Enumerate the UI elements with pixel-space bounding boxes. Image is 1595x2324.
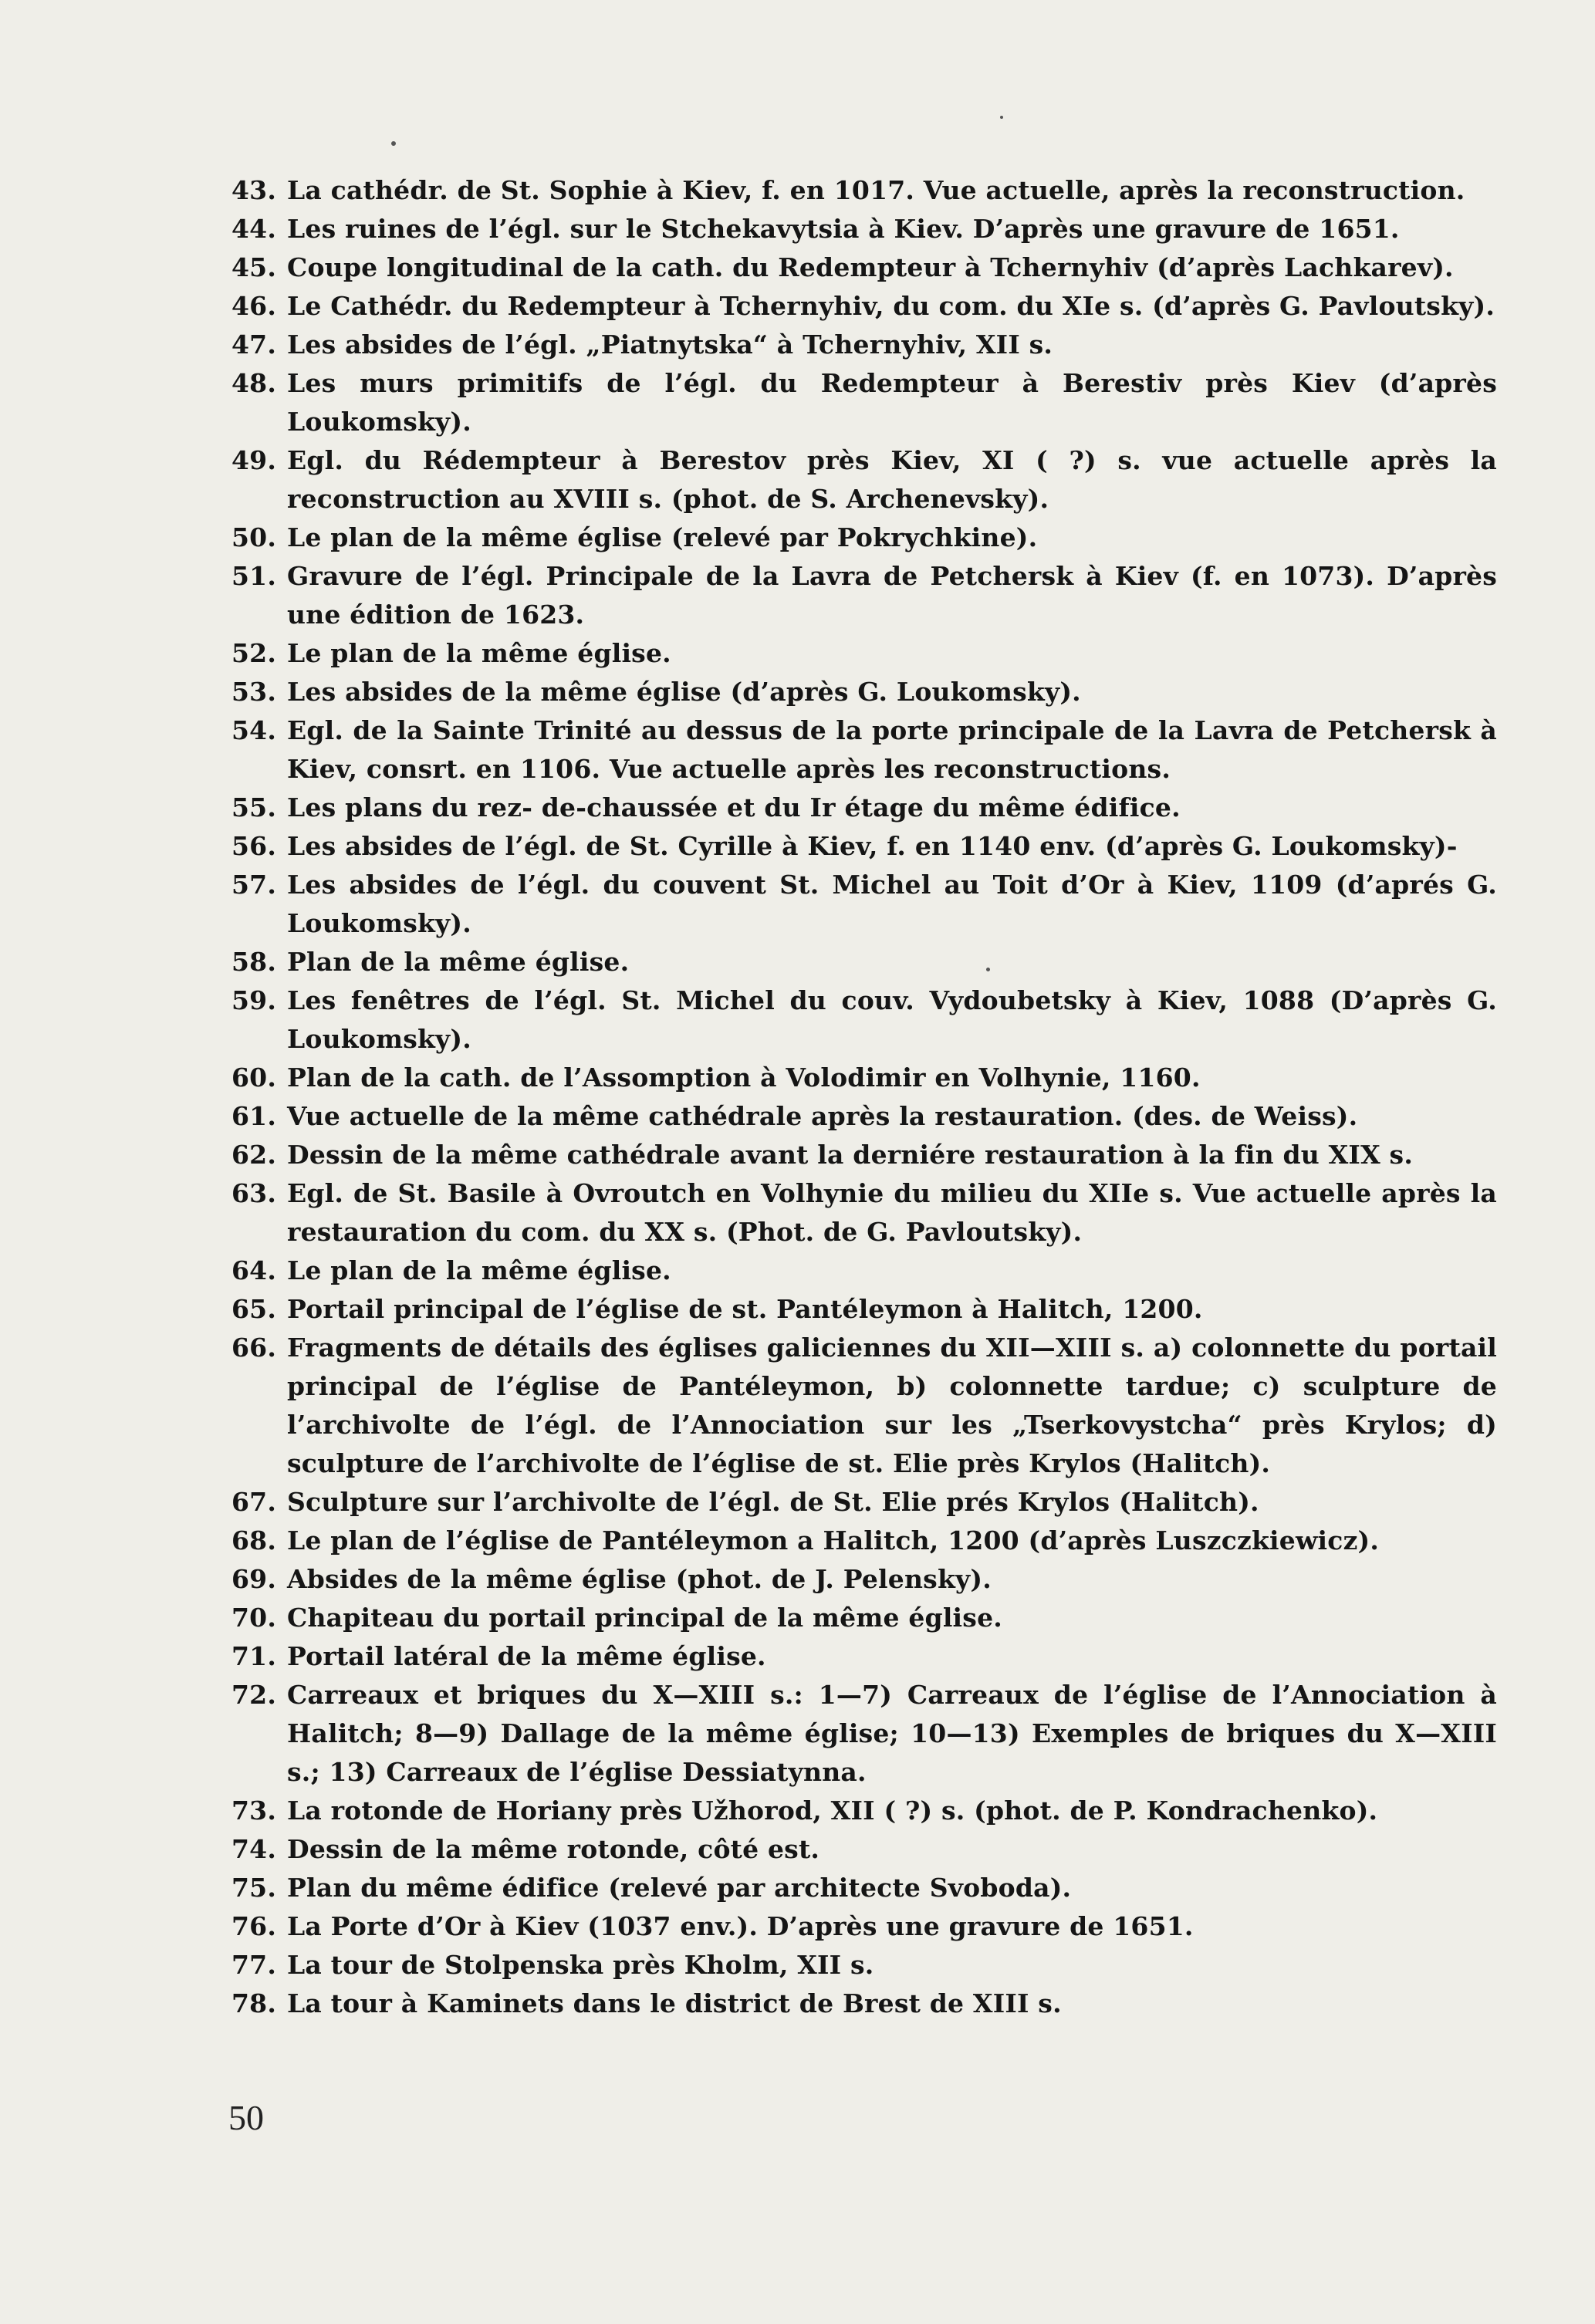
caption-text: Les fenêtres de l’égl. St. Michel du couv. Vydoubetsky à Kiev, 1088 (D’après G. Loukomsky). xyxy=(287,985,1497,1054)
caption-number: 78. xyxy=(231,1988,277,2018)
caption-text: Egl. de St. Basile à Ovroutch en Volhynie du milieu du XIIe s. Vue actuelle après la restauration du com. du XX s. (Phot. de G. Pavloutsky). xyxy=(287,1178,1497,1247)
caption-item xyxy=(231,827,1497,866)
caption-item xyxy=(231,1097,1497,1136)
caption-number: 71. xyxy=(231,1641,277,1671)
caption-item xyxy=(231,943,1497,981)
caption-number: 57. xyxy=(231,870,277,900)
caption-number: 58. xyxy=(231,947,277,977)
caption-item xyxy=(231,171,1497,210)
print-speck xyxy=(391,141,396,146)
caption-text: Portail principal de l’église de st. Pantéleymon à Halitch, 1200. xyxy=(287,1294,1203,1324)
caption-item xyxy=(231,711,1497,789)
caption-text: Les absides de la même église (d’après G. Loukomsky). xyxy=(287,677,1081,707)
caption-text: Absides de la même église (phot. de J. Pelensky). xyxy=(287,1564,992,1594)
caption-text: Les ruines de l’égl. sur le Stchekavytsia à Kiev. D’après une gravure de 1651. xyxy=(287,214,1400,244)
caption-number: 70. xyxy=(231,1603,277,1633)
caption-item xyxy=(231,210,1497,248)
caption-text: Chapiteau du portail principal de la même église. xyxy=(287,1603,1002,1633)
caption-item xyxy=(231,634,1497,673)
caption-text: Fragments de détails des églises galiciennes du XII—XIII s. a) colonnette du portail principal de l’église de Pantéleymon, b) colonnette tardue; c) sculpture de l’archivolte de l’égl. de l’Annociation sur les „Tserkovystcha“ près Krylos; d) sculpture de l’archivolte de l’église de st. Elie près Krylos (Halitch). xyxy=(287,1333,1497,1478)
caption-item xyxy=(231,789,1497,827)
caption-number: 75. xyxy=(231,1873,277,1903)
caption-number: 45. xyxy=(231,252,277,282)
caption-item xyxy=(231,1136,1497,1174)
caption-number: 51. xyxy=(231,561,277,591)
caption-text: La Porte d’Or à Kiev (1037 env.). D’après une gravure de 1651. xyxy=(287,1911,1194,1941)
caption-text: Coupe longitudinal de la cath. du Redempteur à Tchernyhiv (d’après Lachkarev). xyxy=(287,252,1454,282)
caption-text: Egl. de la Sainte Trinité au dessus de la porte principale de la Lavra de Petchersk à Kiev, consrt. en 1106. Vue actuelle après les reconstructions. xyxy=(287,715,1497,784)
caption-item xyxy=(231,1830,1497,1869)
caption-number: 47. xyxy=(231,329,277,360)
caption-number: 48. xyxy=(231,368,277,398)
caption-text: Le plan de l’église de Pantéleymon a Halitch, 1200 (d’après Luszczkiewicz). xyxy=(287,1525,1380,1556)
caption-text: Le Cathédr. du Redempteur à Tchernyhiv, du com. du XIe s. (d’après G. Pavloutsky). xyxy=(287,291,1495,321)
caption-item xyxy=(231,1676,1497,1792)
caption-number: 52. xyxy=(231,638,277,668)
caption-item xyxy=(231,364,1497,441)
caption-number: 63. xyxy=(231,1178,277,1208)
caption-number: 73. xyxy=(231,1795,277,1826)
caption-item xyxy=(231,981,1497,1059)
caption-text: Sculpture sur l’archivolte de l’égl. de St. Elie prés Krylos (Halitch). xyxy=(287,1487,1259,1517)
caption-number: 74. xyxy=(231,1834,277,1864)
caption-text: La rotonde de Horiany près Užhorod, XII ( ?) s. (phot. de P. Kondrachenko). xyxy=(287,1795,1378,1826)
caption-number: 50. xyxy=(231,522,277,552)
caption-item xyxy=(231,1907,1497,1946)
caption-text: Plan du même édifice (relevé par architecte Svoboda). xyxy=(287,1873,1072,1903)
caption-number: 46. xyxy=(231,291,277,321)
caption-number: 59. xyxy=(231,985,277,1015)
caption-item xyxy=(231,866,1497,943)
caption-text: Le plan de la même église (relevé par Pokrychkine). xyxy=(287,522,1038,552)
caption-item xyxy=(231,1869,1497,1907)
print-speck xyxy=(1000,116,1003,119)
caption-number: 55. xyxy=(231,792,277,823)
caption-text: Le plan de la même église. xyxy=(287,1255,671,1285)
caption-item xyxy=(231,519,1497,557)
caption-text: Egl. du Rédempteur à Berestov près Kiev, XI ( ?) s. vue actuelle après la reconstruction au XVIII s. (phot. de S. Archenevsky). xyxy=(287,445,1497,514)
caption-item xyxy=(231,1560,1497,1599)
caption-text: Gravure de l’égl. Principale de la Lavra de Petchersk à Kiev (f. en 1073). D’après une édition de 1623. xyxy=(287,561,1497,630)
caption-item xyxy=(231,1174,1497,1252)
caption-text: Les absides de l’égl. de St. Cyrille à Kiev, f. en 1140 env. (d’après G. Loukomsky)- xyxy=(287,831,1458,861)
caption-text: Plan de la même église. xyxy=(287,947,630,977)
caption-number: 68. xyxy=(231,1525,277,1556)
caption-item xyxy=(231,557,1497,634)
caption-item xyxy=(231,326,1497,364)
caption-text: La tour à Kaminets dans le district de Brest de XIII s. xyxy=(287,1988,1062,2018)
caption-number: 67. xyxy=(231,1487,277,1517)
caption-item xyxy=(231,1637,1497,1676)
caption-item xyxy=(231,1329,1497,1483)
caption-number: 76. xyxy=(231,1911,277,1941)
caption-item xyxy=(231,1792,1497,1830)
caption-number: 43. xyxy=(231,175,277,205)
caption-text: Portail latéral de la même église. xyxy=(287,1641,766,1671)
caption-item xyxy=(231,1059,1497,1097)
caption-number: 61. xyxy=(231,1101,277,1131)
caption-item xyxy=(231,1985,1497,2023)
caption-number: 65. xyxy=(231,1294,277,1324)
caption-item xyxy=(231,1483,1497,1522)
caption-number: 62. xyxy=(231,1140,277,1170)
caption-text: Les absides de l’égl. „Piatnytska“ à Tchernyhiv, XII s. xyxy=(287,329,1053,360)
caption-number: 49. xyxy=(231,445,277,475)
caption-item xyxy=(231,1290,1497,1329)
caption-text: Vue actuelle de la même cathédrale après la restauration. (des. de Weiss). xyxy=(287,1101,1358,1131)
caption-text: Les absides de l’égl. du couvent St. Michel au Toit d’Or à Kiev, 1109 (d’aprés G. Loukomsky). xyxy=(287,870,1497,938)
caption-item xyxy=(231,1946,1497,1985)
caption-item xyxy=(231,1252,1497,1290)
page-number: 50 xyxy=(228,2098,264,2137)
caption-item xyxy=(231,248,1497,287)
caption-text: La tour de Stolpenska près Kholm, XII s. xyxy=(287,1950,874,1980)
caption-list xyxy=(231,171,1497,2023)
caption-text: Le plan de la même église. xyxy=(287,638,671,668)
caption-number: 60. xyxy=(231,1062,277,1093)
caption-text: Dessin de la même cathédrale avant la derniére restauration à la fin du XIX s. xyxy=(287,1140,1414,1170)
caption-item xyxy=(231,1599,1497,1637)
caption-text: Les murs primitifs de l’égl. du Redempteur à Berestiv près Kiev (d’après Loukomsky). xyxy=(287,368,1497,437)
caption-number: 56. xyxy=(231,831,277,861)
caption-text: Dessin de la même rotonde, côté est. xyxy=(287,1834,820,1864)
caption-number: 69. xyxy=(231,1564,277,1594)
caption-text: Carreaux et briques du X—XIII s.: 1—7) Carreaux de l’église de l’Annociation à Halitch; 8—9) Dallage de la même église; 10—13) Exemples de briques du X—XIII s.; 13) Carreaux de l’église Dessiatynna. xyxy=(287,1680,1497,1787)
caption-number: 77. xyxy=(231,1950,277,1980)
caption-number: 53. xyxy=(231,677,277,707)
caption-number: 54. xyxy=(231,715,277,745)
caption-number: 64. xyxy=(231,1255,277,1285)
caption-item xyxy=(231,673,1497,711)
caption-text: Plan de la cath. de l’Assomption à Volodimir en Volhynie, 1160. xyxy=(287,1062,1201,1093)
caption-item xyxy=(231,441,1497,519)
caption-text: Les plans du rez- de-chaussée et du Ir étage du même édifice. xyxy=(287,792,1181,823)
caption-item xyxy=(231,287,1497,326)
caption-number: 66. xyxy=(231,1333,277,1363)
caption-number: 72. xyxy=(231,1680,277,1710)
caption-text: La cathédr. de St. Sophie à Kiev, f. en 1017. Vue actuelle, après la reconstruction. xyxy=(287,175,1465,205)
caption-item xyxy=(231,1522,1497,1560)
caption-number: 44. xyxy=(231,214,277,244)
